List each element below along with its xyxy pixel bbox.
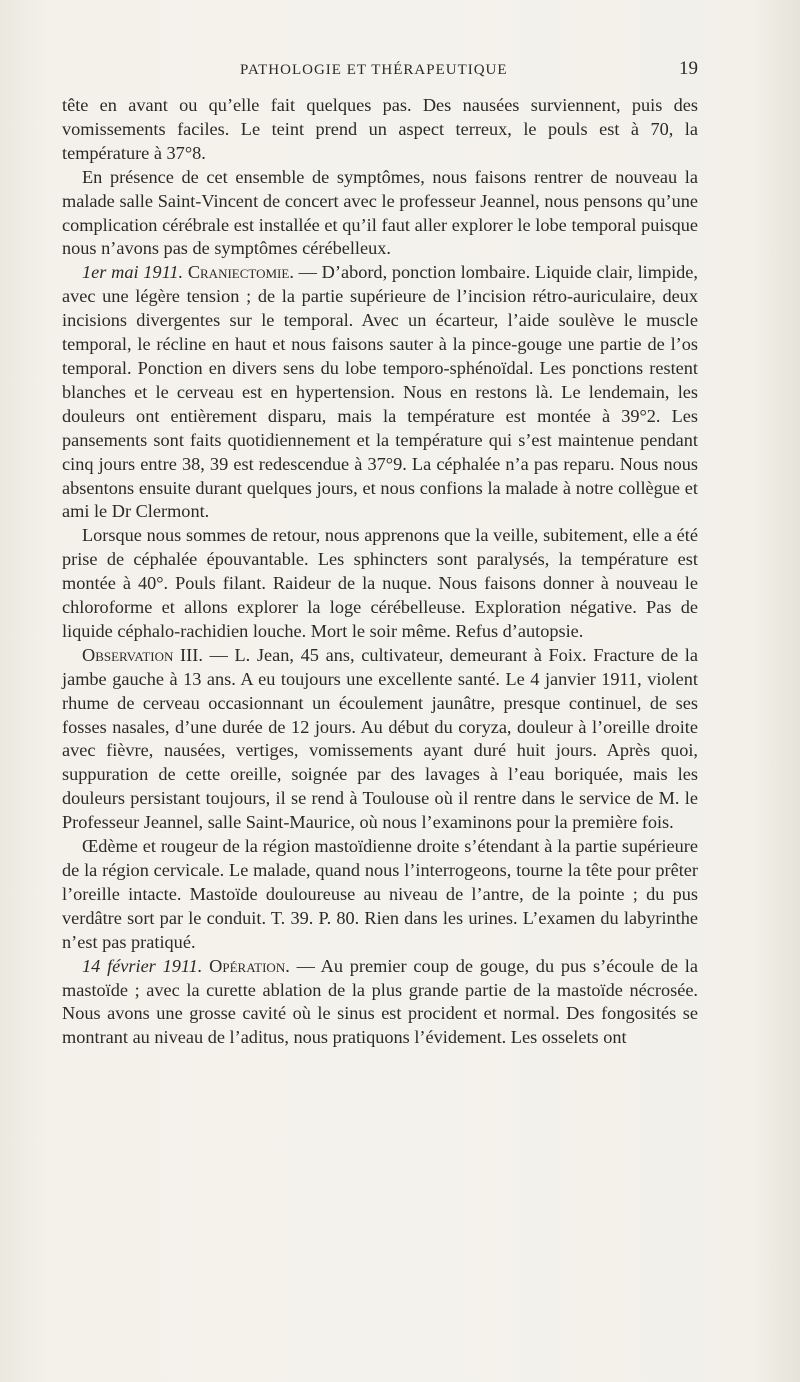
running-head: PATHOLOGIE ET THÉRAPEUTIQUE: [240, 62, 508, 78]
paragraph-text: Lorsque nous sommes de retour, nous apprenons que la veille, subitement, elle a été prise de céphalée épouvantable. Les sphincters sont paralysés, la température est montée à 40°. Pouls filant. Raideur de la nuque. Nous faisons donner à nouveau le chloroforme et allons explorer la loge cérébelleuse. Exploration négative. Pas de liquide céphalo-rachidien louche. Mort le soir même. Refus d’autopsie.: [62, 525, 698, 641]
paragraph: [62, 644, 698, 835]
observation-label: Observation III.: [82, 644, 203, 665]
page-header: [62, 60, 698, 86]
paragraph-text: tête en avant ou qu’elle fait quelques pas. Des nausées surviennent, puis des vomissements faciles. Le teint prend un aspect terreux, le pouls est à 70, la température à 37°8.: [62, 95, 698, 163]
entry-date: 14 février 1911.: [82, 955, 203, 976]
section-label: Craniectomie.: [187, 262, 294, 283]
paragraph-text: Œdème et rougeur de la région mastoïdienne droite s’étendant à la partie supérieure de la région cervicale. Le malade, quand nous l’interrogeons, tourne la tête pour prêter l’oreille intacte. Mastoïde douloureuse au niveau de l’antre, de la pointe ; du pus verdâtre sort par le conduit. T. 39. P. 80. Rien dans les urines. L’examen du labyrinthe n’est pas pratiqué.: [62, 836, 698, 952]
paragraph: [62, 166, 698, 262]
paragraph-text: — D’abord, ponction lombaire. Liquide clair, limpide, avec une légère tension ; de la partie supérieure de l’incision rétro-auriculaire, deux incisions divergentes sur le temporal. Avec un écarteur, l’aide soulève le muscle temporal, le récline en haut et nous faisons sauter à la pince-gouge une partie de l’os temporal. Ponction en divers sens du lobe temporo-sphénoïdal. Les ponctions restent blanches et le cerveau est en hypertension. Nous en restons là. Le lendemain, les douleurs ont entièrement disparu, mais la température est montée à 39°2. Les pansements sont faits quotidiennement et la température qui s’est maintenue pendant cinq jours entre 38, 39 est redescendue à 37°9. La céphalée n’a pas reparu. Nous nous absentons ensuite durant quelques jours, et nous confions la malade à notre collègue et ami le Dr Clermont.: [62, 262, 698, 522]
paragraph-text: — Au premier coup de gouge, du pus s’écoule de la mastoïde ; avec la curette ablation de la plus grande partie de la mastoïde nécrosée. Nous avons une grosse cavité où le sinus est procident et normal. Des fongosités se montrant au niveau de l’aditus, nous pratiquons l’évidement. Les osselets ont: [62, 955, 698, 1048]
page-number: 19: [679, 58, 698, 79]
paragraph: [62, 955, 698, 1051]
section-label: Opération.: [209, 955, 290, 976]
entry-date: 1er mai 1911.: [82, 262, 184, 283]
paragraph: [62, 524, 698, 644]
paragraph: [62, 835, 698, 955]
paragraph: [62, 261, 698, 524]
body-text: [62, 94, 698, 1050]
paragraph-text: En présence de cet ensemble de symptômes, nous faisons rentrer de nouveau la malade salle Saint-Vincent de concert avec le professeur Jeannel, nous pensons qu’une complication cérébrale est installée et qu’il faut aller explorer le lobe temporal puisque nous n’avons pas de symptômes cérébelleux.: [62, 166, 698, 259]
paragraph-text: — L. Jean, 45 ans, cultivateur, demeurant à Foix. Fracture de la jambe gauche à 13 ans. A eu toujours une excellente santé. Le 4 janvier 1911, violent rhume de cerveau occasionnant un écoulement jaunâtre, presque continuel, de ses fosses nasales, d’une durée de 12 jours. Au début du coryza, douleur à l’oreille droite avec fièvre, nausées, vertiges, vomissements ayant duré huit jours. Après quoi, suppuration de cette oreille, soignée par des lavages à l’eau boriquée, mais les douleurs persistant toujours, il se rend à Toulouse où il rentre dans le service de M. le Professeur Jeannel, salle Saint-Maurice, où nous l’examinons pour la première fois.: [62, 644, 698, 833]
paragraph: [62, 94, 698, 166]
